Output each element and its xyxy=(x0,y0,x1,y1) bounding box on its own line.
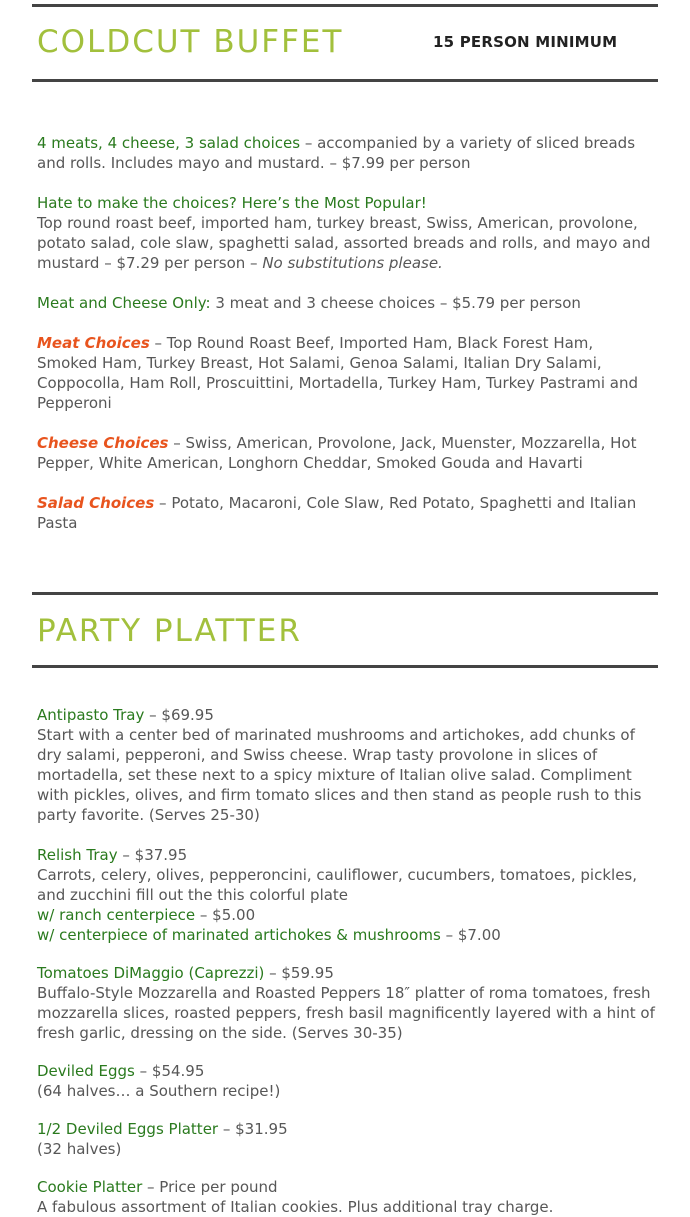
artichoke-centerpiece-option: w/ centerpiece of marinated artichokes & mushrooms xyxy=(37,926,441,944)
relish-tray-name: Relish Tray xyxy=(37,846,118,864)
package-popular-desc: Top round roast beef, imported ham, turkey breast, Swiss, American, provolone, potato salad, cole slaw, spaghetti salad, assorted breads and rolls, and mayo and mustard – $7.29 per person – xyxy=(37,214,651,272)
tomatoes-dimaggio-price: – $59.95 xyxy=(264,964,334,982)
cookie-platter xyxy=(37,1177,657,1217)
antipasto-tray-price: – $69.95 xyxy=(144,706,214,724)
half-deviled-eggs xyxy=(37,1119,657,1159)
cookie-platter-desc: A fabulous assortment of Italian cookies. Plus additional tray charge. xyxy=(37,1198,554,1216)
antipasto-tray-name: Antipasto Tray xyxy=(37,706,145,724)
top-rule xyxy=(32,4,658,7)
half-deviled-eggs-desc: (32 halves) xyxy=(37,1140,122,1158)
salad-choices-list: – Potato, Macaroni, Cole Slaw, Red Potato, Spaghetti and Italian Pasta xyxy=(37,494,637,532)
relish-tray-price: – $37.95 xyxy=(117,846,188,864)
coldcut-buffet-title: COLDCUT BUFFET xyxy=(37,24,344,60)
package-popular xyxy=(37,193,657,273)
package-full-desc: – accompanied by a variety of sliced breads and rolls. Includes mayo and mustard. – $7.99 per person xyxy=(37,134,636,172)
half-deviled-eggs-price: – $31.95 xyxy=(218,1120,288,1138)
package-meat-cheese-lead: Meat and Cheese Only: xyxy=(37,294,211,312)
cheese-choices-label: Cheese Choices xyxy=(37,434,169,452)
package-meat-cheese-desc: 3 meat and 3 cheese choices – $5.79 per person xyxy=(210,294,581,312)
package-full-lead: 4 meats, 4 cheese, 3 salad choices xyxy=(37,134,301,152)
cookie-platter-price: – Price per pound xyxy=(142,1178,278,1196)
deviled-eggs-price: – $54.95 xyxy=(134,1062,205,1080)
cheese-choices xyxy=(37,433,657,473)
tomatoes-dimaggio xyxy=(37,963,657,1043)
deviled-eggs-name: Deviled Eggs xyxy=(37,1062,135,1080)
antipasto-tray-desc: Start with a center bed of marinated mushrooms and artichokes, add chunks of dry salami, pepperoni, and Swiss cheese. Wrap tasty provolone in slices of mortadella, set these next to a spicy mixture of Italian olive salad. Compliment with pickles, olives, and firm tomato slices and then stand as people rush to this party favorite. (Serves 25-30) xyxy=(37,726,642,824)
person-minimum-note: 15 PERSON MINIMUM xyxy=(433,33,618,51)
party-header-rule xyxy=(32,665,658,668)
artichoke-centerpiece-price: – $7.00 xyxy=(440,926,501,944)
package-popular-lead: Hate to make the choices? Here’s the Most Popular! xyxy=(37,194,427,212)
relish-tray-desc: Carrots, celery, olives, pepperoncini, cauliflower, cucumbers, tomatoes, pickles, and zucchini fill out the this colorful plate xyxy=(37,866,637,904)
meat-choices xyxy=(37,333,657,413)
deviled-eggs-desc: (64 halves… a Southern recipe!) xyxy=(37,1082,281,1100)
meat-choices-list: – Top Round Roast Beef, Imported Ham, Black Forest Ham, Smoked Ham, Turkey Breast, Hot Salami, Genoa Salami, Italian Dry Salami, Coppocolla, Ham Roll, Proscuittini, Mortadella, Turkey Ham, Turkey Pastrami and Pepperoni xyxy=(37,334,639,412)
coldcut-header-rule xyxy=(32,79,658,82)
package-full xyxy=(37,133,657,173)
no-substitutions-note: No substitutions please. xyxy=(262,254,443,272)
half-deviled-eggs-name: 1/2 Deviled Eggs Platter xyxy=(37,1120,219,1138)
deviled-eggs xyxy=(37,1061,657,1101)
tomatoes-dimaggio-name: Tomatoes DiMaggio (Caprezzi) xyxy=(37,964,265,982)
party-top-rule xyxy=(32,592,658,595)
ranch-centerpiece-option: w/ ranch centerpiece xyxy=(37,906,196,924)
package-meat-cheese xyxy=(37,293,657,313)
tomatoes-dimaggio-desc: Buffalo-Style Mozzarella and Roasted Peppers 18″ platter of roma tomatoes, fresh mozzarella slices, roasted peppers, fresh basil magnificently layered with a hint of fresh garlic, dressing on the side. (Serves 30-35) xyxy=(37,984,655,1042)
antipasto-tray xyxy=(37,705,657,825)
salad-choices xyxy=(37,493,657,533)
ranch-centerpiece-price: – $5.00 xyxy=(195,906,256,924)
meat-choices-label: Meat Choices xyxy=(37,334,150,352)
relish-tray xyxy=(37,845,657,945)
party-platter-title: PARTY PLATTER xyxy=(37,613,302,649)
salad-choices-label: Salad Choices xyxy=(37,494,155,512)
cookie-platter-name: Cookie Platter xyxy=(37,1178,143,1196)
cheese-choices-list: – Swiss, American, Provolone, Jack, Muenster, Mozzarella, Hot Pepper, White American, Longhorn Cheddar, Smoked Gouda and Havarti xyxy=(37,434,637,472)
